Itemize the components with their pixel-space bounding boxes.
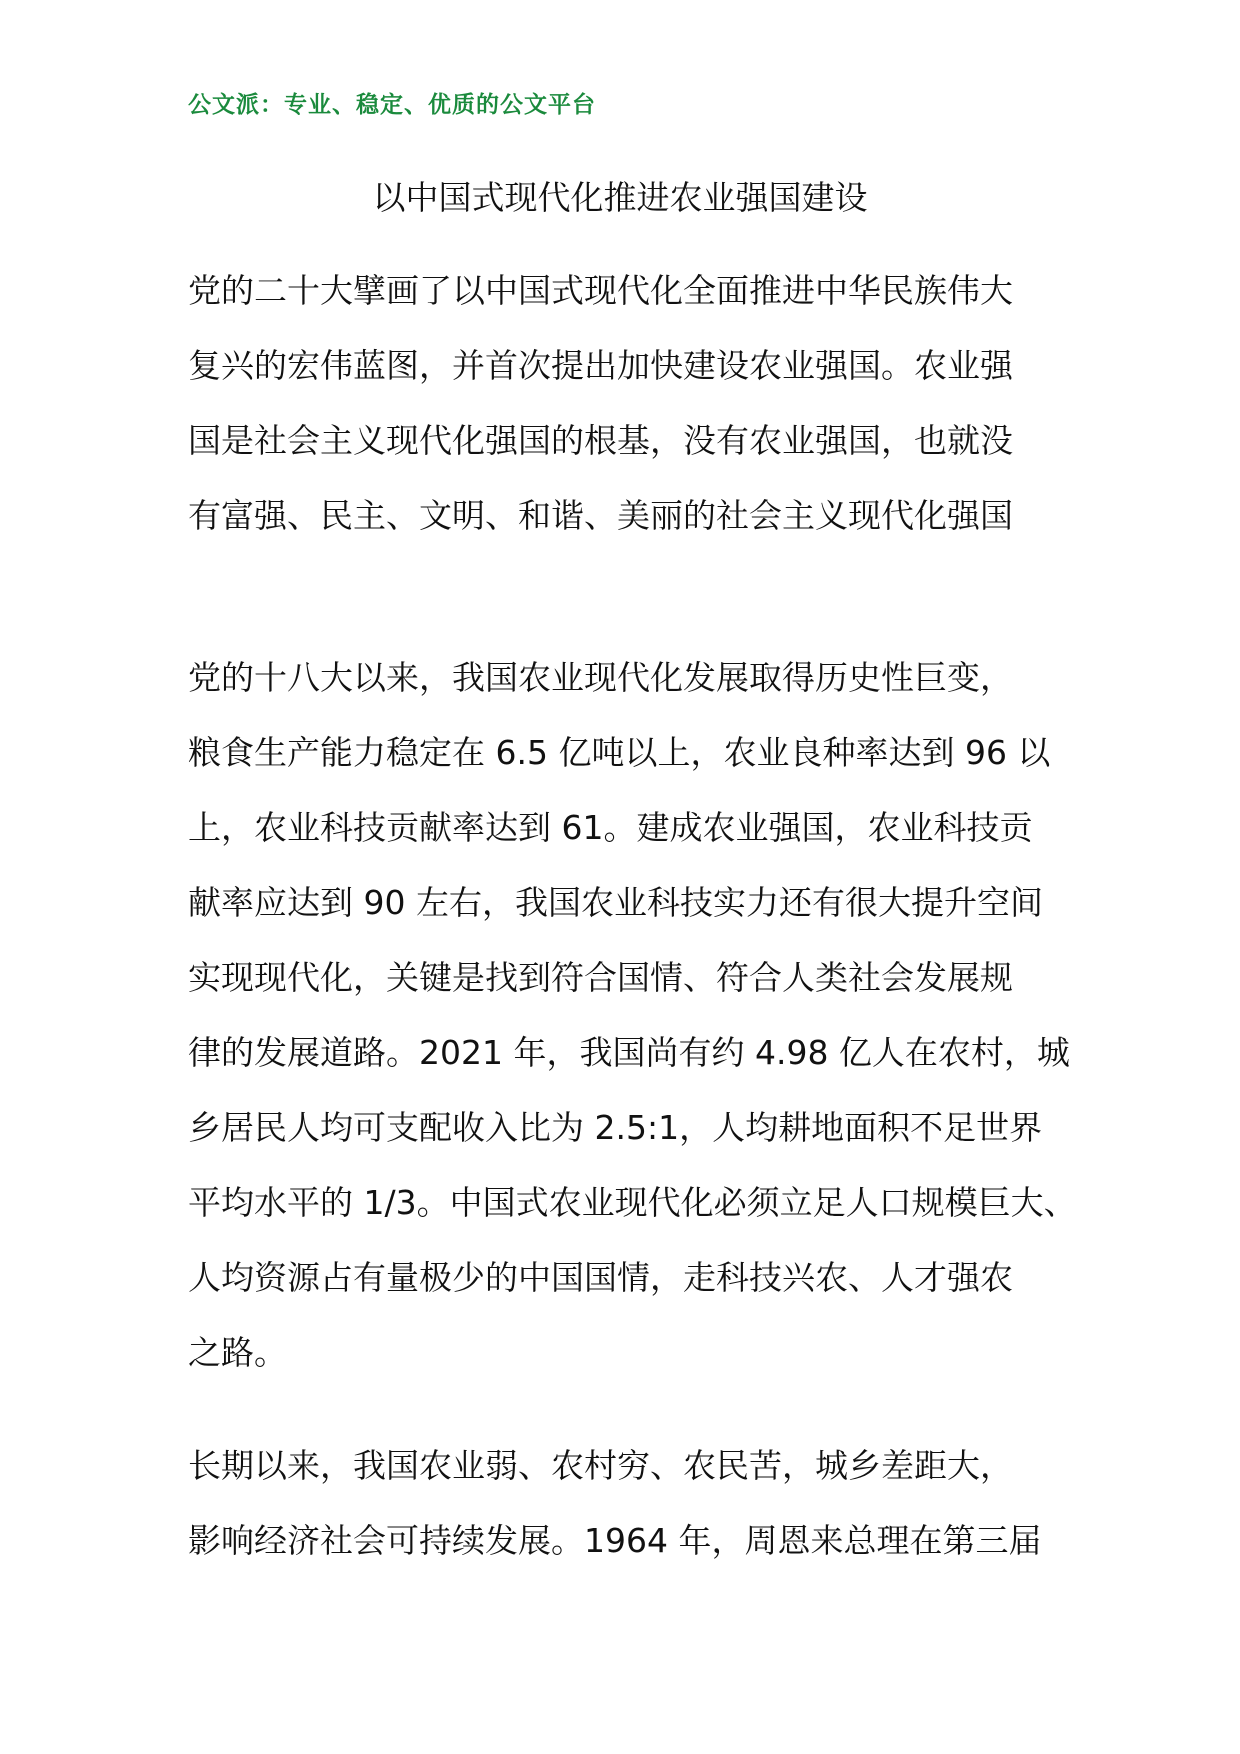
text-line: 乡居民人均可支配收入比为 2.5:1，人均耕地面积不足世界 [188, 1108, 1043, 1147]
text-line: 影响经济社会可持续发展。1964 年，周恩来总理在第三届 [188, 1521, 1042, 1560]
text-line: 之路。 [188, 1333, 287, 1372]
text-line: 实现现代化，关键是找到符合国情、符合人类社会发展规 [188, 958, 1013, 997]
text-line: 国是社会主义现代化强国的根基，没有农业强国，也就没 [188, 421, 1013, 460]
text-line: 党的二十大擘画了以中国式现代化全面推进中华民族伟大 [188, 271, 1013, 310]
paragraph-1 [188, 253, 1068, 553]
text-line: 长期以来，我国农业弱、农村穷、农民苦，城乡差距大， [188, 1446, 1013, 1485]
text-line: 律的发展道路。2021 年，我国尚有约 4.98 亿人在农村，城 [188, 1033, 1070, 1072]
paragraph-3 [188, 1428, 1068, 1578]
text-line: 粮食生产能力稳定在 6.5 亿吨以上，农业良种率达到 96 以 [188, 733, 1051, 772]
document-title: 以中国式现代化推进农业强国建设 [372, 178, 868, 217]
text-line: 献率应达到 90 左右，我国农业科技实力还有很大提升空间 [188, 883, 1043, 922]
text-line: 人均资源占有量极少的中国国情，走科技兴农、人才强农 [188, 1258, 1013, 1297]
text-line: 复兴的宏伟蓝图，并首次提出加快建设农业强国。农业强 [188, 346, 1013, 385]
text-line: 有富强、民主、文明、和谐、美丽的社会主义现代化强国 [188, 496, 1013, 535]
paragraph-2 [188, 640, 1077, 1390]
text-line: 上，农业科技贡献率达到 61。建成农业强国，农业科技贡 [188, 808, 1033, 847]
text-line: 平均水平的 1/3。中国式农业现代化必须立足人口规模巨大、 [188, 1183, 1077, 1222]
site-header: 公文派：专业、稳定、优质的公文平台 [188, 92, 596, 118]
text-line: 党的十八大以来，我国农业现代化发展取得历史性巨变， [188, 658, 1013, 697]
